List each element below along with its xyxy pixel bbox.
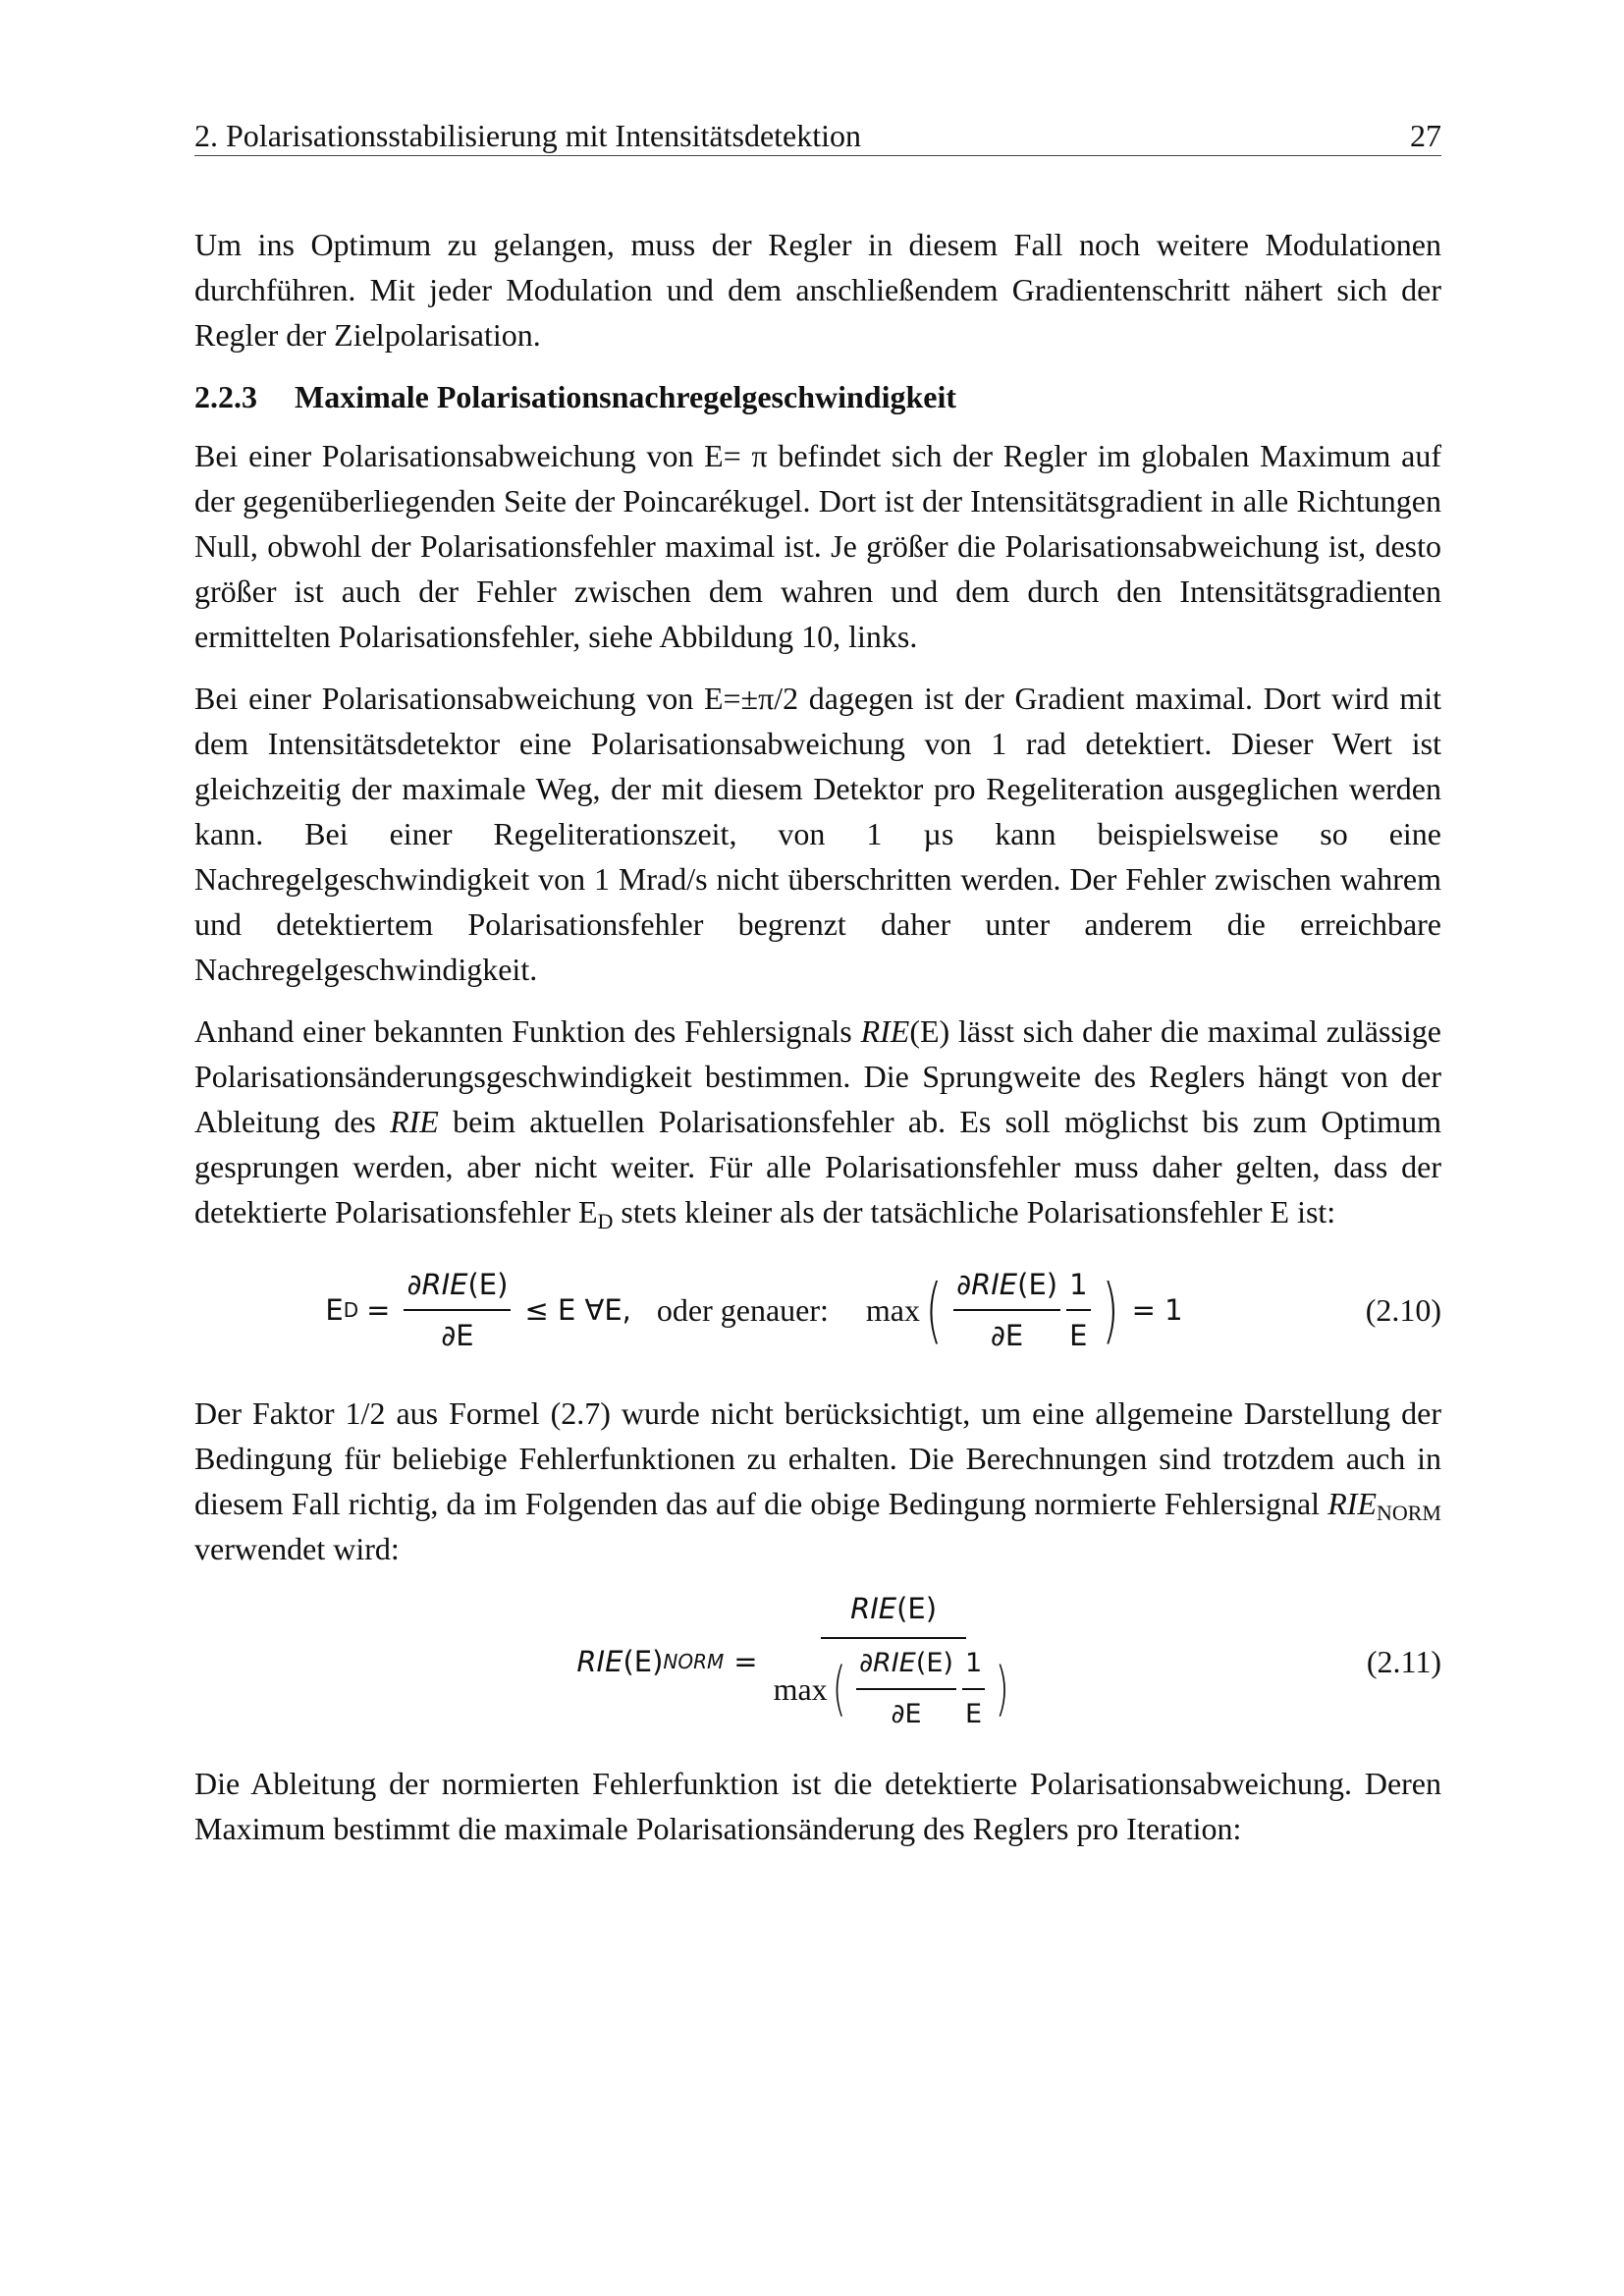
body-text bbox=[194, 222, 1441, 1868]
section-number: 2.2.3 bbox=[194, 379, 257, 414]
fraction: $\frac{\text{∂RIE(E)}}{\partial E}$ bbox=[404, 1262, 511, 1358]
paragraph-4: Anhand einer bekannten Funktion des Fehlersignals RIE(E) lässt sich daher die maximal zulässige Polarisationsänderungsgeschwindigkeit bestimmen. Die Sprungweite des Reglers hängt von der Ableitung des RIE beim aktuellen Polarisationsfehler ab. Es soll möglichst bis zum Optimum gesprungen werden, aber nicht weiter. Für alle Polarisationsfehler muss daher gelten, dass der detektierte Polarisationsfehler $E_D$ stets kleiner als der tatsächliche Polarisationsfehler E ist: bbox=[194, 1013, 1442, 1233]
section-title: Maximale Polarisationsnachregelgeschwindigkeit bbox=[295, 379, 957, 414]
rie-term: RIE bbox=[390, 1104, 439, 1139]
page-number: 27 bbox=[1410, 118, 1441, 153]
paragraph-5: Der Faktor 1/2 aus Formel (2.7) wurde nicht berücksichtigt, um eine allgemeine Darstellung der Bedingung für beliebige Fehlerfunktionen zu erhalten. Die Berechnungen sind trotzdem auch in diesem Fall richtig, da im Folgenden das auf die obige Bedingung normierte Fehlersignal $RIE_{NORM}$ verwendet wird: bbox=[194, 1395, 1441, 1566]
fraction: RIE(E) max ( $\frac{\text{∂RIE(E)}}{\partial E}$ $\frac{1}{E}$ ) bbox=[774, 1586, 1014, 1737]
equation-number: (2.11) bbox=[1366, 1644, 1441, 1679]
running-header bbox=[194, 116, 1441, 156]
fraction: $\frac{1}{E}$ bbox=[1066, 1262, 1090, 1358]
section-heading bbox=[194, 374, 1441, 419]
fraction: $\frac{\text{∂RIE(E)}}{\partial E}$ bbox=[856, 1641, 956, 1737]
paragraph-1: Um ins Optimum zu gelangen, muss der Regler in diesem Fall noch weitere Modulationen durchführen. Mit jeder Modulation und dem anschließendem Gradientenschritt nähert sich der Regler der Zielpolarisation. bbox=[194, 227, 1441, 353]
fraction: $\frac{\text{∂RIE(E)}}{\partial E}$ bbox=[953, 1262, 1060, 1358]
equation-number: (2.10) bbox=[1365, 1292, 1441, 1328]
equation-2-11: RIE (E) NORM = RIE(E) max ( $\frac{\text{∂RIE(E)}}{\partial E}$ $\frac{1}{E}$ ) (2.11) bbox=[194, 1588, 1441, 1735]
paragraph-2: Bei einer Polarisationsabweichung von E= π befindet sich der Regler im globalen Maximum auf der gegenüberliegenden Seite der Poincarékugel. Dort ist der Intensitätsgradient in alle Richtungen Null, obwohl der Polarisationsfehler maximal ist. Je größer die Polarisationsabweichung ist, desto größer ist auch der Fehler zwischen dem wahren und dem durch den Intensitätsgradienten ermittelten Polarisationsfehler, siehe Abbildung 10, links. bbox=[194, 438, 1441, 654]
rie-term: RIE bbox=[860, 1013, 910, 1049]
paragraph-3: Bei einer Polarisationsabweichung von E=±π/2 dagegen ist der Gradient maximal. Dort wird mit dem Intensitätsdetektor eine Polarisationsabweichung von 1 rad detektiert. Dieser Wert ist gleichzeitig der maximale Weg, der mit diesem Detektor pro Regeliteration ausgeglichen werden kann. Bei einer Regeliterationszeit, von 1 µs kann beispielsweise so eine Nachregelgeschwindigkeit von 1 Mrad/s nicht überschritten werden. Der Fehler zwischen wahrem und detektiertem Polarisationsfehler begrenzt daher unter anderem die erreichbare Nachregelgeschwindigkeit. bbox=[194, 681, 1441, 987]
fraction: $\frac{1}{E}$ bbox=[962, 1641, 985, 1737]
chapter-title: 2. Polarisationsstabilisierung mit Intensitätsdetektion bbox=[194, 118, 862, 153]
paragraph-6: Die Ableitung der normierten Fehlerfunktion ist die detektierte Polarisationsabweichung. Deren Maximum bestimmt die maximale Polarisationsänderung des Reglers pro Iteration: bbox=[194, 1766, 1441, 1846]
equation-2-10: E D = $\frac{\text{∂RIE(E)}}{\partial E}$ ≤ E ∀E, oder genauer: max ( $\frac{\text{∂RIE(E)}}{\partial E}$ $\frac{1}{E}$ ) = 1 (2.10) bbox=[194, 1251, 1441, 1369]
